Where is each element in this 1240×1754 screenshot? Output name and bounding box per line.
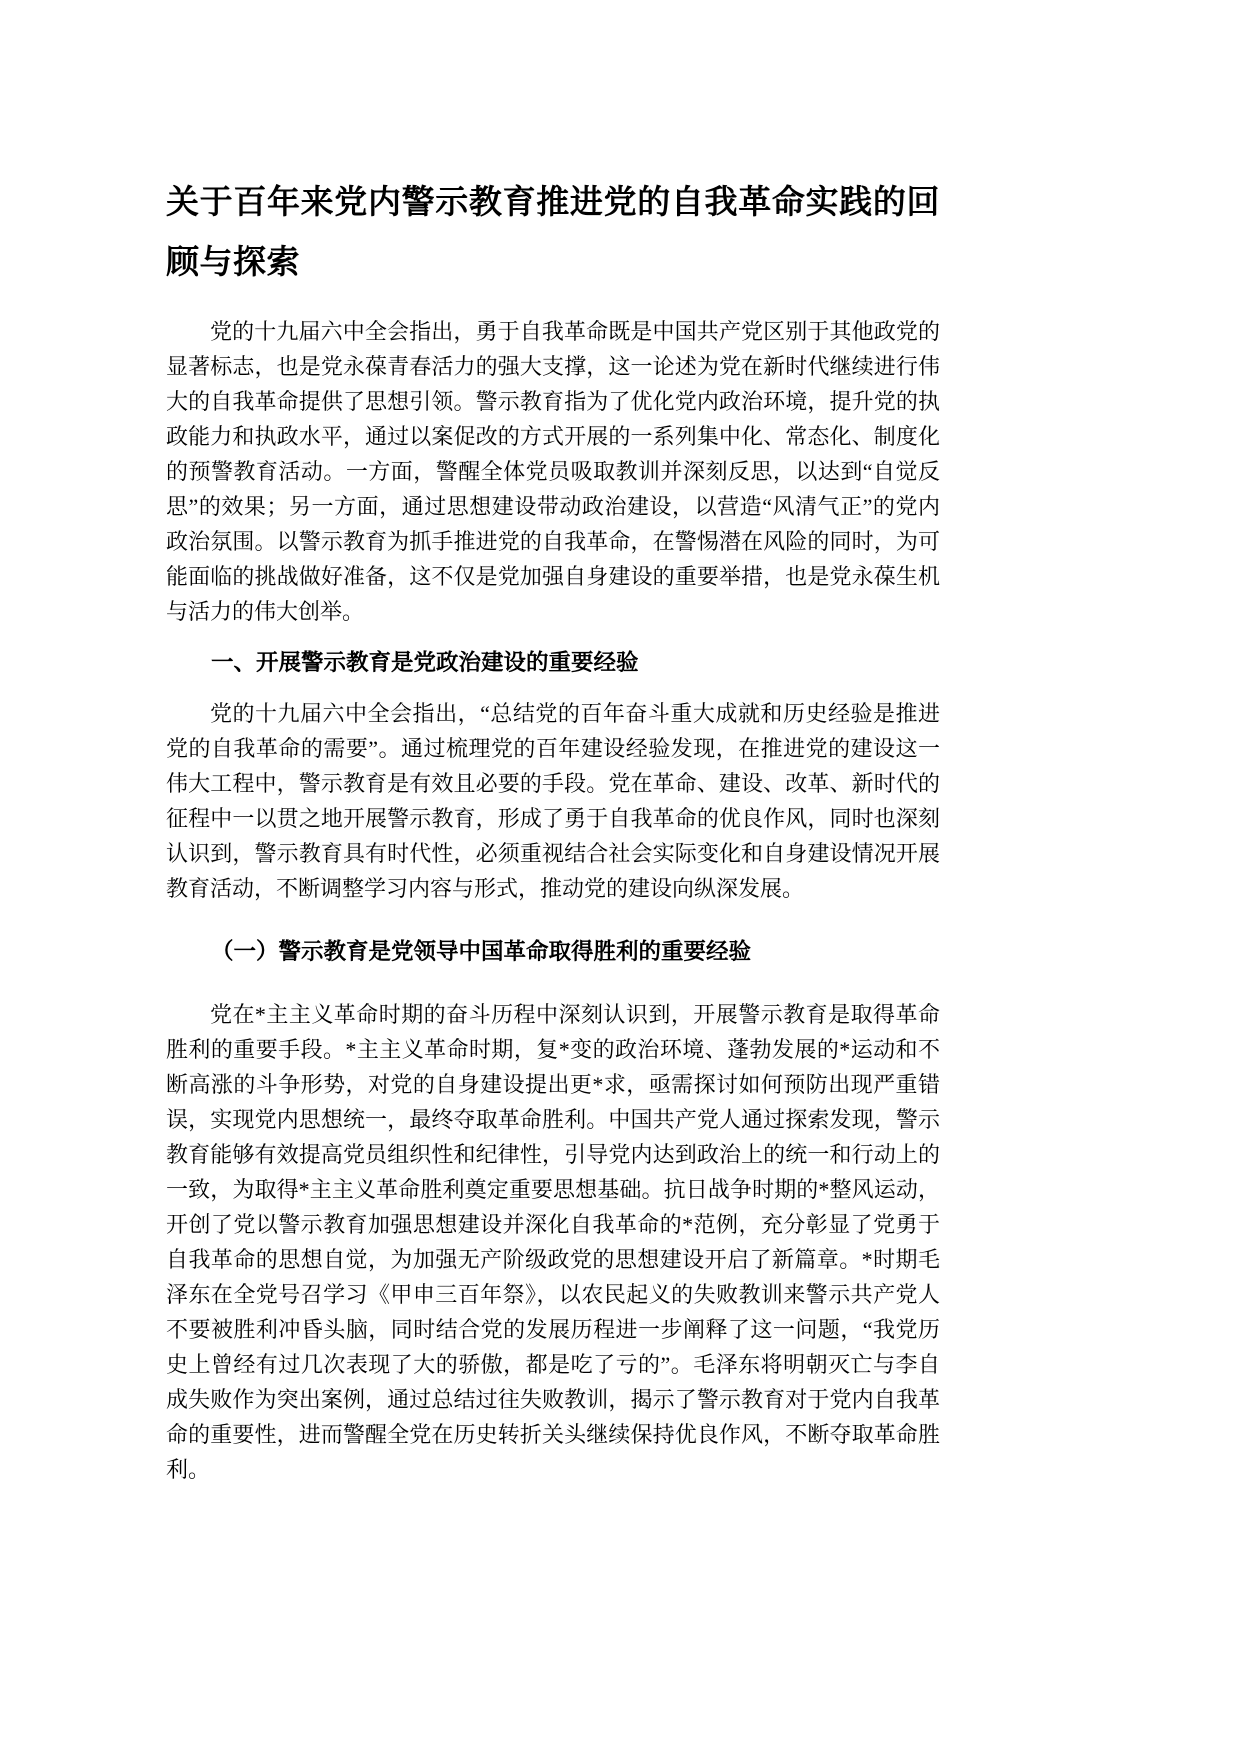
document-title: 关于百年来党内警示教育推进党的自我革命实践的回顾与探索: [166, 183, 940, 280]
paragraph-subsection-1-1: 党在*主主义革命时期的奋斗历程中深刻认识到，开展警示教育是取得革命胜利的重要手段。*主主义革命时期，复*变的政治环境、蓬勃发展的*运动和不断高涨的斗争形势，对党的自身建设提出更*求，亟需探讨如何预防出现严重错误，实现党内思想统一，最终夺取革命胜利。中国共产党人通过探索发现，警示教育能够有效提高党员组织性和纪律性，引导党内达到政治上的统一和行动上的一致，为取得*主主义革命胜利奠定重要思想基础。抗日战争时期的*整风运动，开创了党以警示教育加强思想建设并深化自我革命的*范例，充分彰显了党勇于自我革命的思想自觉，为加强无产阶级政党的思想建设开启了新篇章。*时期毛泽东在全党号召学习《甲申三百年祭》，以农民起义的失败教训来警示共产党人不要被胜利冲昏头脑，同时结合党的发展历程进一步阐释了这一问题，“我党历史上曾经有过几次表现了大的骄傲，都是吃了亏的”。毛泽东将明朝灭亡与李自成失败作为突出案例，通过总结过往失败教训，揭示了警示教育对于党内自我革命的重要性，进而警醒全党在历史转折关头继续保持优良作风，不断夺取革命胜利。: [166, 1002, 940, 1482]
paragraph-section-1: 党的十九届六中全会指出，“总结党的百年奋斗重大成就和历史经验是推进党的自我革命的需要”。通过梳理党的百年建设经验发现，在推进党的建设这一伟大工程中，警示教育是有效且必要的手段。党在革命、建设、改革、新时代的征程中一以贯之地开展警示教育，形成了勇于自我革命的优良作风，同时也深刻认识到，警示教育具有时代性，必须重视结合社会实际变化和自身建设情况开展教育活动，不断调整学习内容与形式，推动党的建设向纵深发展。: [166, 701, 940, 901]
paragraph-intro: 党的十九届六中全会指出，勇于自我革命既是中国共产党区别于其他政党的显著标志，也是党永葆青春活力的强大支撑，这一论述为党在新时代继续进行伟大的自我革命提供了思想引领。警示教育指为了优化党内政治环境，提升党的执政能力和执政水平，通过以案促改的方式开展的一系列集中化、常态化、制度化的预警教育活动。一方面，警醒全体党员吸取教训并深刻反思，以达到“自觉反思”的效果；另一方面，通过思想建设带动政治建设，以营造“风清气正”的党内政治氛围。以警示教育为抓手推进党的自我革命，在警惕潜在风险的同时，为可能面临的挑战做好准备，这不仅是党加强自身建设的重要举措，也是党永葆生机与活力的伟大创举。: [166, 319, 940, 624]
section-1-heading: 一、开展警示教育是党政治建设的重要经验: [211, 650, 639, 675]
subsection-1-1-heading: （一）警示教育是党领导中国革命取得胜利的重要经验: [211, 939, 752, 964]
